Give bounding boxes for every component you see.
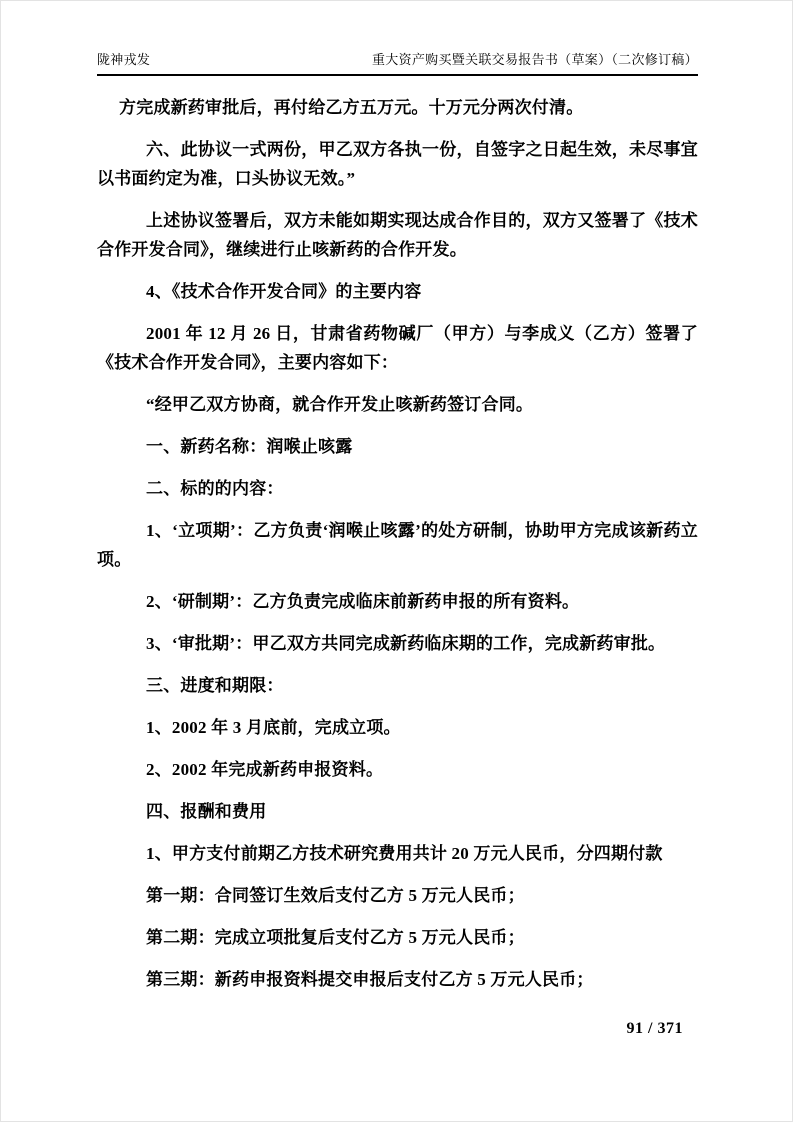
paragraph: 六、此协议一式两份，甲乙双方各执一份，自签字之日起生效，未尽事宜以书面约定为准，口头协议无效。” bbox=[97, 140, 698, 188]
paragraph: 4、《技术合作开发合同》的主要内容 bbox=[146, 282, 422, 301]
paragraph: 第三期：新药申报资料提交申报后支付乙方 5 万元人民币； bbox=[146, 970, 594, 989]
paragraph: 三、进度和期限： bbox=[146, 676, 284, 695]
paragraph: 1、甲方支付前期乙方技术研究费用共计 20 万元人民币，分四期付款 bbox=[146, 844, 663, 863]
paragraph: 3、‘审批期’：甲乙双方共同完成新药临床期的工作，完成新药审批。 bbox=[146, 634, 666, 653]
paragraph: 上述协议签署后，双方未能如期实现达成合作目的，双方又签署了《技术合作开发合同》，继续进行止咳新药的合作开发。 bbox=[97, 211, 698, 259]
paragraph: 一、新药名称：润喉止咳露 bbox=[146, 437, 353, 456]
header-company-name: 陇神戎发 bbox=[97, 52, 151, 67]
paragraph: 方完成新药审批后，再付给乙方五万元。十万元分两次付清。 bbox=[119, 98, 584, 117]
page-number: 91 / 371 bbox=[626, 1020, 683, 1037]
paragraph: 2、‘研制期’：乙方负责完成临床前新药申报的所有资料。 bbox=[146, 592, 580, 611]
paragraph: 2、2002 年完成新药申报资料。 bbox=[146, 760, 384, 779]
document-body bbox=[97, 93, 698, 994]
paragraph: 2001 年 12 月 26 日，甘肃省药物碱厂（甲方）与李成义（乙方）签署了《技术合作开发合同》，主要内容如下： bbox=[97, 324, 698, 372]
page-header bbox=[97, 51, 698, 76]
paragraph: 第一期：合同签订生效后支付乙方 5 万元人民币； bbox=[146, 886, 525, 905]
page-footer bbox=[1, 1020, 698, 1038]
paragraph: 四、报酬和费用 bbox=[146, 802, 267, 821]
paragraph: 二、标的的内容： bbox=[146, 479, 284, 498]
header-report-title: 重大资产购买暨关联交易报告书（草案）（二次修订稿） bbox=[371, 52, 698, 67]
paragraph: 1、‘立项期’：乙方负责‘润喉止咳露’的处方研制，协助甲方完成该新药立项。 bbox=[97, 521, 698, 569]
paragraph: 1、2002 年 3 月底前，完成立项。 bbox=[146, 718, 401, 737]
paragraph: “经甲乙双方协商，就合作开发止咳新药签订合同。 bbox=[146, 395, 534, 414]
paragraph: 第二期：完成立项批复后支付乙方 5 万元人民币； bbox=[146, 928, 525, 947]
